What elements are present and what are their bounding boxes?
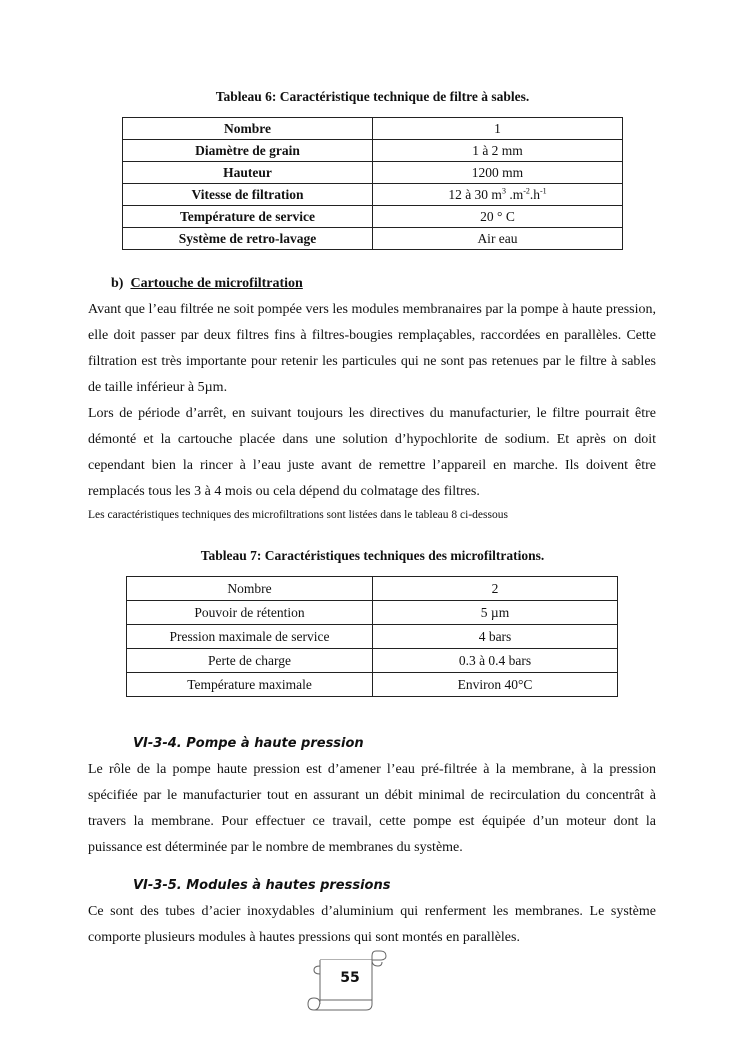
exponent: -2: [523, 186, 530, 195]
table-cell-value: Environ 40°C: [373, 673, 618, 697]
table-cell-value: 1 à 2 mm: [373, 140, 623, 162]
table-cell-value: 4 bars: [373, 625, 618, 649]
table-cell-value: Air eau: [373, 228, 623, 250]
value-text: .h: [529, 186, 540, 202]
paragraph: Le rôle de la pompe haute pression est d’amener l’eau pré-filtrée à la membrane, à la pression spécifiée par le manufacturier tout en assurant un débit minimal de recirculation du concentrât à travers la membrane. Pour effectuer ce travail, cette pompe est équipée d’un moteur dont la puissance est déterminée par le nombre de membranes du système.: [88, 762, 656, 855]
table-cell-label: Nombre: [123, 118, 373, 140]
table-cell-value: 20 ° C: [373, 206, 623, 228]
value-text: .m: [505, 186, 524, 202]
section-vi-3-5-body: [88, 899, 656, 951]
section-vi-3-4-body: [88, 757, 656, 861]
table7: [126, 576, 618, 697]
table-row: [127, 577, 618, 601]
section-vi-3-5-heading: VI-3-5. Modules à hautes pressions: [133, 878, 391, 893]
table-row: [127, 649, 618, 673]
table-cell-label: Système de retro-lavage: [123, 228, 373, 250]
table-cell-value: [373, 184, 623, 206]
table-cell-label: Perte de charge: [127, 649, 373, 673]
table6-caption: Tableau 6: Caractéristique technique de filtre à sables.: [215, 89, 530, 104]
table-row: [123, 184, 623, 206]
table-cell-value: 0.3 à 0.4 bars: [373, 649, 618, 673]
table-cell-label: Température de service: [123, 206, 373, 228]
table-row: [123, 118, 623, 140]
table-cell-label: Nombre: [127, 577, 373, 601]
table-cell-label: Vitesse de filtration: [123, 184, 373, 206]
section-vi-3-4-heading: VI-3-4. Pompe à haute pression: [133, 736, 364, 751]
paragraph: Ce sont des tubes d’acier inoxydables d’aluminium qui renferment les membranes. Le système comporte plusieurs modules à hautes pressions qui sont montés en parallèles.: [88, 904, 656, 945]
table-row: [127, 625, 618, 649]
section-b-marker: b): [111, 276, 124, 291]
table-row: [127, 673, 618, 697]
table-row: [123, 162, 623, 184]
table-row: [123, 228, 623, 250]
table-cell-value: 1200 mm: [373, 162, 623, 184]
table7-caption: Tableau 7: Caractéristiques techniques des microfiltrations.: [200, 548, 545, 563]
table-cell-label: Température maximale: [127, 673, 373, 697]
value-text: 12 à 30 m: [448, 186, 502, 202]
table-cell-label: Hauteur: [123, 162, 373, 184]
table-cell-label: Diamètre de grain: [123, 140, 373, 162]
table-cell-value: 5 µm: [373, 601, 618, 625]
table-cell-value: 1: [373, 118, 623, 140]
table-row: [123, 206, 623, 228]
table-cell-value: 2: [373, 577, 618, 601]
section-b-body: [88, 297, 656, 505]
paragraph: Lors de période d’arrêt, en suivant toujours les directives du manufacturier, le filtre pourrait être démonté et la cartouche placée dans une solution d’hypochlorite de sodium. Et après on doit cependant bien la rincer à l’eau juste avant de remettre l’appareil en marche. Ils doivent être remplacés tous les 3 à 4 mois ou cela dépend du colmatage des filtres.: [88, 406, 656, 499]
table-cell-label: Pouvoir de rétention: [127, 601, 373, 625]
section-b-heading: [111, 276, 303, 292]
exponent: 3: [501, 186, 506, 195]
table6: [122, 117, 623, 250]
table-cell-label: Pression maximale de service: [127, 625, 373, 649]
paragraph: Avant que l’eau filtrée ne soit pompée vers les modules membranaires par la pompe à haute pression, elle doit passer par deux filtres fins à filtres-bougies remplaçables, raccordées en parallèles. Cette filtration est très importante pour retenir les particules qui ne sont pas retenues par le filtre à sables de taille inférieur à 5µm.: [88, 302, 656, 395]
exponent: -1: [540, 186, 547, 195]
table-row: [127, 601, 618, 625]
section-b-title: Cartouche de microfiltration: [130, 276, 303, 291]
page-number: 55: [340, 970, 360, 986]
table-reference-note: Les caractéristiques techniques des microfiltrations sont listées dans le tableau 8 ci-dessous: [88, 509, 508, 521]
table-row: [123, 140, 623, 162]
